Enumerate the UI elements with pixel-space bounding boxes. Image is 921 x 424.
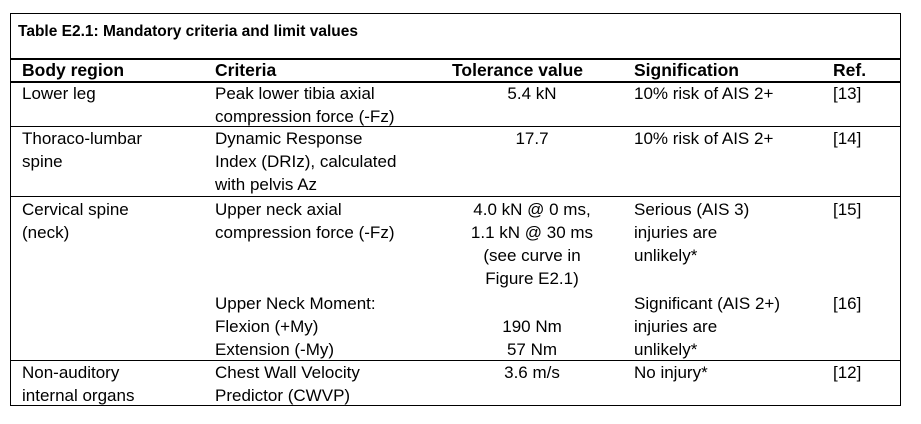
cell-tolerance — [452, 361, 612, 384]
cell-line: Figure E2.1) — [485, 269, 579, 288]
cell-line: Cervical spine — [22, 200, 129, 219]
cell-line: compression force (-Fz) — [215, 107, 395, 126]
cell-line: Significant (AIS 2+) — [634, 294, 780, 313]
cell-tolerance — [452, 82, 612, 105]
cell-ref: [16] — [833, 294, 862, 313]
cell-line: Upper neck axial — [215, 200, 342, 219]
cell-criteria — [215, 82, 394, 128]
cell-line: injuries are — [634, 317, 718, 336]
cell-line: 10% risk of AIS 2+ — [634, 84, 774, 103]
cell-line: Dynamic Response — [215, 129, 363, 148]
cell-criteria — [215, 127, 396, 196]
cell-line: Index (DRIz), calculated — [215, 152, 397, 171]
cell-line: 17.7 — [515, 129, 549, 148]
cell-line: injuries are — [634, 223, 718, 242]
cell-line: Lower leg — [22, 84, 96, 103]
cell-ref: [13] — [833, 84, 862, 103]
cell-line: compression force (-Fz) — [215, 223, 395, 242]
cell-body-region — [22, 198, 129, 244]
cell-signification — [634, 292, 780, 361]
cell-line: (neck) — [22, 223, 70, 242]
cell-tolerance — [452, 198, 612, 290]
cell-body-region — [22, 82, 96, 105]
cell-line: 4.0 kN @ 0 ms, — [473, 200, 591, 219]
cell-line: 1.1 kN @ 30 ms — [470, 223, 594, 242]
cell-line: Peak lower tibia axial — [215, 84, 375, 103]
cell-line: (see curve in — [483, 246, 581, 265]
cell-tolerance — [452, 292, 612, 361]
cell-line: Serious (AIS 3) — [634, 200, 750, 219]
header-signification: Signification — [634, 60, 739, 80]
cell-signification — [634, 361, 708, 384]
cell-ref: [14] — [833, 129, 862, 148]
cell-criteria — [215, 361, 360, 407]
table-caption: Table E2.1: Mandatory criteria and limit values — [18, 23, 358, 40]
cell-line: Predictor (CWVP) — [215, 386, 351, 405]
cell-line: with pelvis Az — [215, 175, 318, 194]
cell-signification — [634, 82, 773, 105]
header-body-region: Body region — [22, 60, 125, 80]
cell-criteria — [215, 292, 376, 361]
cell-line: Upper Neck Moment: — [215, 294, 376, 313]
cell-line: Chest Wall Velocity — [215, 363, 360, 382]
cell-line — [452, 292, 612, 315]
cell-line: No injury* — [634, 363, 708, 382]
cell-line: Flexion (+My) — [215, 317, 319, 336]
cell-line: Non-auditory — [22, 363, 120, 382]
cell-line: spine — [22, 152, 63, 171]
cell-line: Thoraco-lumbar — [22, 129, 142, 148]
header-criteria: Criteria — [215, 60, 277, 80]
cell-line: 10% risk of AIS 2+ — [634, 129, 774, 148]
criteria-table — [10, 13, 901, 406]
cell-line: 190 Nm — [502, 317, 562, 336]
cell-line: internal organs — [22, 386, 135, 405]
cell-line: unlikely* — [634, 246, 698, 265]
cell-line: 57 Nm — [506, 340, 558, 359]
cell-signification — [634, 198, 749, 267]
cell-criteria — [215, 198, 394, 244]
header-ref: Ref. — [833, 60, 867, 80]
cell-line: unlikely* — [634, 340, 698, 359]
cell-ref: [12] — [833, 363, 862, 382]
cell-body-region — [22, 127, 142, 173]
cell-signification — [634, 127, 773, 150]
cell-line: Extension (-My) — [215, 340, 335, 359]
header-tolerance: Tolerance value — [452, 60, 583, 80]
row-divider — [11, 196, 900, 197]
cell-tolerance — [452, 127, 612, 150]
cell-line: 3.6 m/s — [504, 363, 560, 382]
cell-body-region — [22, 361, 134, 407]
cell-ref: [15] — [833, 200, 862, 219]
cell-line: 5.4 kN — [507, 84, 557, 103]
